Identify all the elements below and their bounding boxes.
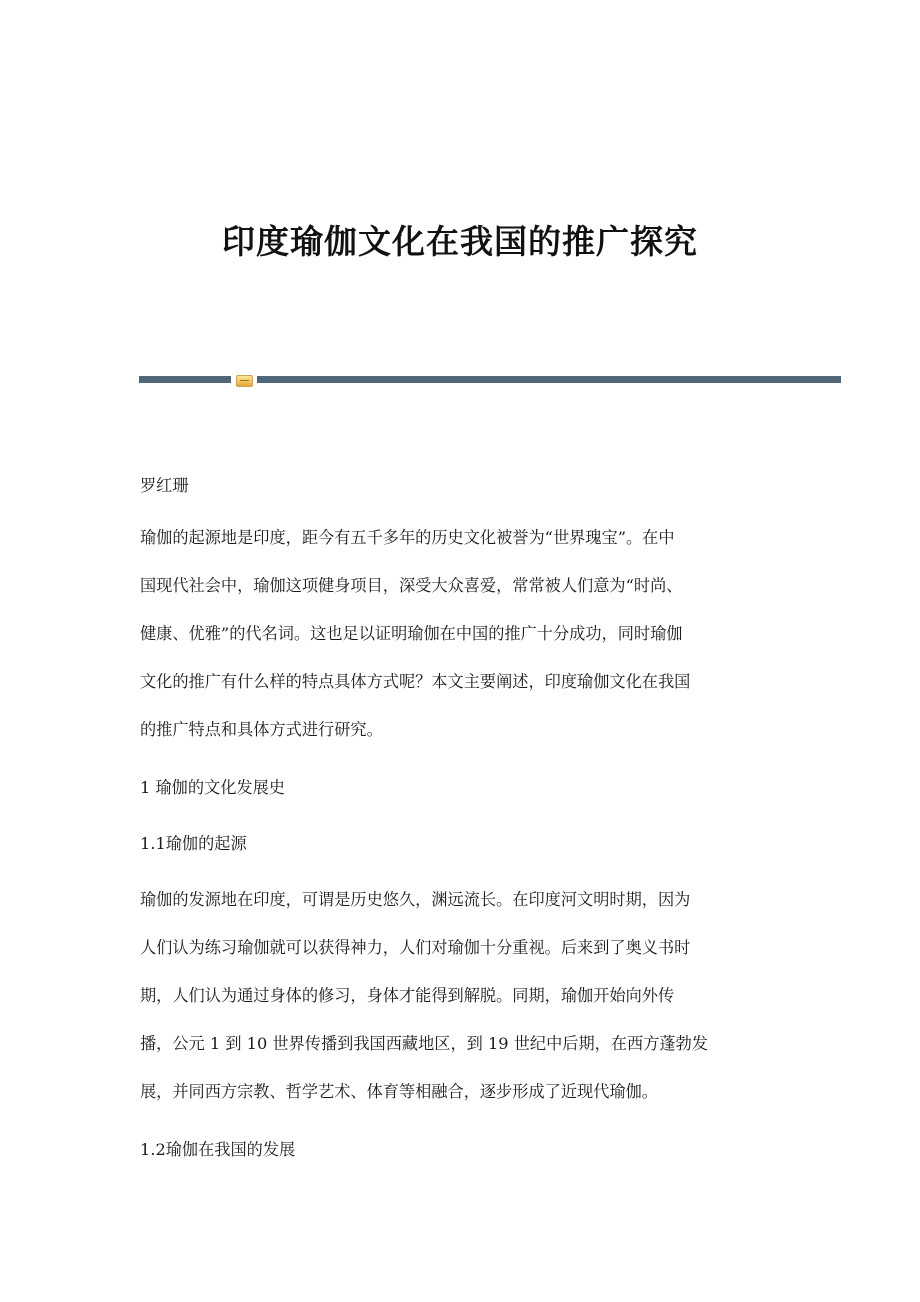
paragraph-line: 瑜伽的发源地在印度，可谓是历史悠久，渊远流长。在印度河文明时期，因为: [140, 890, 691, 909]
paragraph-line: 期，人们认为通过身体的修习，身体才能得到解脱。同期，瑜伽开始向外传: [140, 986, 675, 1005]
divider-bar-right: [257, 376, 841, 383]
section-1-1-heading: 1.1瑜伽的起源: [140, 834, 247, 853]
section-1-1-paragraph: [140, 884, 780, 1124]
divider-bar-left: [139, 376, 231, 383]
section-1-heading: 1 瑜伽的文化发展史: [140, 778, 285, 797]
abstract-line: 瑜伽的起源地是印度，距今有五千多年的历史文化被誉为“世界瑰宝”。在中: [140, 528, 675, 547]
document-title: 印度瑜伽文化在我国的推广探究: [222, 222, 698, 261]
abstract-line: 国现代社会中，瑜伽这项健身项目，深受大众喜爱，常常被人们意为“时尚、: [140, 576, 683, 595]
section-1-2-heading: 1.2瑜伽在我国的发展: [140, 1140, 296, 1159]
abstract-line: 文化的推广有什么样的特点具体方式呢？本文主要阐述，印度瑜伽文化在我国: [140, 672, 691, 691]
author-name: 罗红珊: [140, 476, 189, 495]
abstract-paragraph: [140, 522, 780, 762]
abstract-line: 的推广特点和具体方式进行研究。: [140, 720, 383, 739]
abstract-line: 健康、优雅”的代名词。这也足以证明瑜伽在中国的推广十分成功，同时瑜伽: [140, 624, 683, 643]
divider-emblem-icon: [236, 375, 253, 387]
title-divider: [139, 375, 841, 384]
paragraph-line: 展，并同西方宗教、哲学艺术、体育等相融合，逐步形成了近现代瑜伽。: [140, 1082, 658, 1101]
paragraph-line: 播，公元 1 到 10 世界传播到我国西藏地区，到 19 世纪中后期，在西方蓬勃发: [140, 1034, 708, 1053]
paragraph-line: 人们认为练习瑜伽就可以获得神力，人们对瑜伽十分重视。后来到了奥义书时: [140, 938, 691, 957]
